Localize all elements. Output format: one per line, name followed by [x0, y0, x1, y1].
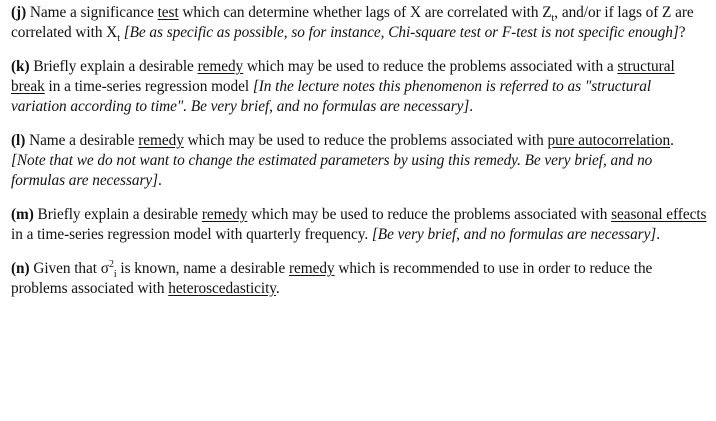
underlined-term: test: [157, 4, 179, 21]
question-text: which is recommended to use in order to reduce the problems associated with: [11, 260, 653, 297]
question-text: Briefly explain a desirable: [29, 58, 198, 75]
subscript: t: [551, 13, 555, 25]
question-text: Given that σ: [29, 260, 109, 277]
question-n: [11, 259, 708, 299]
instruction-note: [Be very brief, and no formulas are necessary]: [371, 226, 657, 243]
question-text: which may be used to reduce the problems associated with: [183, 132, 548, 149]
question-text: Name a desirable: [25, 132, 139, 149]
underlined-term: remedy: [138, 132, 184, 149]
underlined-term: remedy: [288, 260, 335, 277]
question-text: in a time-series regression model with quarterly frequency.: [11, 226, 372, 243]
instruction-note: [Note that we do not want to change the estimated parameters by using this remedy. Be very brief, and no formulas are necessary]: [11, 152, 653, 189]
underlined-term: seasonal effects: [611, 206, 707, 223]
underlined-term: pure autocorrelation: [547, 132, 671, 149]
question-m: [11, 205, 708, 245]
instruction-note: [In the lecture notes this phenomenon is referred to as "structural variation according to time". Be very brief, and no formulas are necessary]: [11, 78, 652, 115]
question-text: is known, name a desirable: [116, 260, 289, 277]
question-text: .: [670, 132, 674, 149]
question-text: ?: [678, 24, 686, 41]
question-text: .: [656, 226, 660, 243]
question-label: (j): [11, 4, 27, 21]
question-text: .: [158, 172, 162, 189]
question-j: [11, 3, 708, 43]
underlined-term: heteroscedasticity: [168, 280, 276, 297]
question-text: in a time-series regression model: [44, 78, 253, 95]
question-k: [11, 57, 708, 117]
subscript: i: [113, 269, 117, 281]
question-text: Briefly explain a desirable: [33, 206, 202, 223]
question-text: which can determine whether lags of X are correlated with Z: [178, 4, 552, 21]
question-text: .: [469, 98, 474, 115]
question-l: [11, 131, 708, 191]
superscript: 2: [108, 258, 114, 270]
question-label: (l): [11, 132, 26, 149]
question-text: which may be used to reduce the problems associated with: [247, 206, 612, 223]
instruction-note: [Be as specific as possible, so for instance, Chi-square test or F-test is not specific enough]: [123, 24, 679, 41]
question-label: (k): [11, 58, 30, 75]
question-text: which may be used to reduce the problems associated with a: [243, 58, 618, 75]
underlined-term: structural break: [11, 58, 675, 95]
underlined-term: remedy: [201, 206, 248, 223]
question-label: (n): [11, 260, 30, 277]
underlined-term: remedy: [197, 58, 244, 75]
subscript: t: [117, 33, 120, 45]
question-label: (m): [11, 206, 34, 223]
question-text: , and/or if lags of Z are correlated with X: [11, 4, 694, 41]
question-text: .: [275, 280, 280, 297]
question-text: Name a significance: [26, 4, 158, 21]
